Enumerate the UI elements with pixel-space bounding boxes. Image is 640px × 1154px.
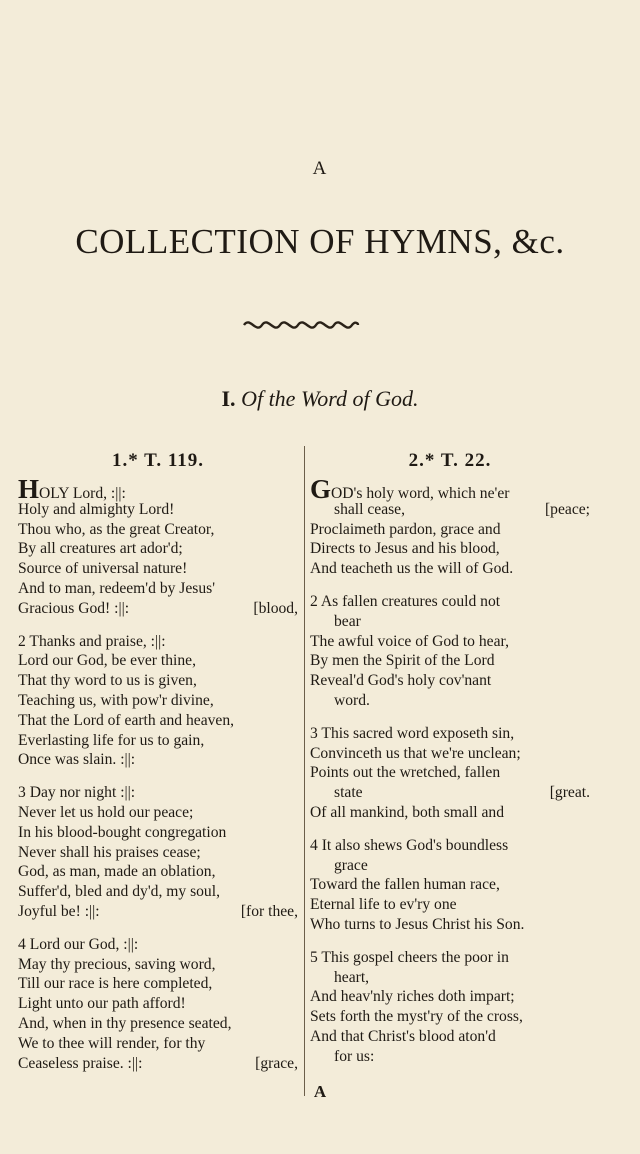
- verse-line: [310, 500, 590, 520]
- verse-line: [18, 1054, 298, 1074]
- column-divider: [304, 446, 305, 1096]
- verse-line: [310, 539, 590, 559]
- verse-text: Suffer'd, bled and dy'd, my soul,: [18, 883, 220, 901]
- decorative-ornament-icon: [242, 316, 360, 334]
- verse-line: [18, 862, 298, 882]
- stanza: [310, 474, 590, 579]
- verse-line: [18, 902, 298, 922]
- stanza: [310, 724, 590, 823]
- verse-line: [310, 948, 590, 968]
- hymn-heading: 2.* T. 22.: [408, 450, 492, 471]
- verse-line: [310, 474, 590, 504]
- verse-text: Directs to Jesus and his blood,: [310, 540, 500, 558]
- verse-text: Gracious God! :||:: [18, 599, 130, 617]
- stanza: [310, 836, 590, 935]
- turnover-text: [peace;: [544, 500, 590, 518]
- verse-line: [310, 856, 590, 876]
- verse-text: That thy word to us is given,: [18, 672, 197, 690]
- verse-line: [18, 1034, 298, 1054]
- verse-line: [18, 671, 298, 691]
- verse-text: Once was slain. :||:: [18, 751, 136, 769]
- verse-text: May thy precious, saving word,: [18, 955, 216, 973]
- verse-text: Proclaimeth pardon, grace and: [310, 520, 501, 538]
- verse-text: Ceaseless praise. :||:: [18, 1054, 143, 1072]
- verse-text: shall cease,: [334, 500, 406, 518]
- stanza: [18, 935, 298, 1074]
- verse-text: And teacheth us the will of God.: [310, 560, 514, 578]
- verse-line: [310, 671, 590, 691]
- verse-line: [310, 724, 590, 744]
- verse-line: [18, 750, 298, 770]
- verse-line: [18, 843, 298, 863]
- verse-line: [18, 935, 298, 955]
- verse-line: [310, 691, 590, 711]
- verse-line: [18, 579, 298, 599]
- verse-text: Sets forth the myst'ry of the cross,: [310, 1008, 523, 1026]
- verse-line: [310, 915, 590, 935]
- verse-line: [18, 599, 298, 619]
- drop-cap: H: [18, 474, 40, 504]
- verse-line: [18, 539, 298, 559]
- verse-text: OD's holy word, which ne'er: [331, 485, 510, 502]
- verse-text: And that Christ's blood aton'd: [310, 1027, 496, 1045]
- verse-text: heart,: [334, 968, 370, 986]
- verse-text: OLY Lord, :||:: [39, 485, 126, 502]
- verse-text: Of all mankind, both small and: [310, 803, 505, 821]
- turnover-text: [blood,: [253, 599, 298, 617]
- verse-text: Thou who, as the great Creator,: [18, 520, 215, 538]
- verse-line: [310, 651, 590, 671]
- stanza: [18, 474, 298, 619]
- verse-text: Eternal life to ev'ry one: [310, 896, 457, 914]
- verse-text: Joyful be! :||:: [18, 902, 100, 920]
- verse-text: Light unto our path afford!: [18, 995, 186, 1013]
- verse-text: Who turns to Jesus Christ his Son.: [310, 915, 525, 933]
- verse-line: [310, 592, 590, 612]
- verse-line: [18, 823, 298, 843]
- verse-text: 2 As fallen creatures could not: [310, 592, 501, 610]
- verse-text: Convinceth us that we're unclean;: [310, 744, 521, 762]
- verse-text: 3 Day nor night :||:: [18, 784, 136, 802]
- verse-text: 4 It also shews God's boundless: [310, 836, 509, 854]
- verse-text: Never shall his praises cease;: [18, 843, 201, 861]
- verse-line: [310, 895, 590, 915]
- verse-text: Never let us hold our peace;: [18, 803, 194, 821]
- verse-line: [310, 744, 590, 764]
- page-signature: A: [313, 1082, 327, 1101]
- right-column: [310, 450, 590, 1080]
- verse-line: [18, 882, 298, 902]
- verse-line: [18, 520, 298, 540]
- verse-line: [310, 1047, 590, 1067]
- verse-line: [18, 500, 298, 520]
- stanza: [310, 948, 590, 1067]
- section-title: Of the Word of God.: [241, 386, 419, 411]
- verse-line: [18, 974, 298, 994]
- verse-line: [18, 803, 298, 823]
- verse-text: And to man, redeem'd by Jesus': [18, 579, 216, 597]
- verse-text: 5 This gospel cheers the poor in: [310, 948, 509, 966]
- verse-line: [310, 632, 590, 652]
- verse-text: Lord our God, be ever thine,: [18, 652, 196, 670]
- left-column: [18, 450, 298, 1086]
- stanza: [310, 592, 590, 711]
- verse-text: state: [334, 784, 363, 802]
- verse-line: [18, 651, 298, 671]
- hymn-heading: 1.* T. 119.: [111, 450, 205, 471]
- verse-text: We to thee will render, for thy: [18, 1034, 206, 1052]
- verse-line: [310, 803, 590, 823]
- stanza: [18, 783, 298, 922]
- verse-line: [310, 612, 590, 632]
- turnover-text: [for thee,: [240, 902, 298, 920]
- verse-text: grace: [334, 856, 368, 874]
- verse-text: Reveal'd God's holy cov'nant: [310, 672, 492, 690]
- verse-line: [310, 783, 590, 803]
- verse-line: [310, 1007, 590, 1027]
- verse-text: for us:: [334, 1047, 375, 1065]
- verse-line: [18, 994, 298, 1014]
- verse-text: 2 Thanks and praise, :||:: [18, 632, 166, 650]
- verse-text: 4 Lord our God, :||:: [18, 935, 139, 953]
- verse-line: [310, 875, 590, 895]
- verse-text: Points out the wretched, fallen: [310, 764, 501, 782]
- verse-text: God, as man, made an oblation,: [18, 863, 216, 881]
- verse-text: And heav'nly riches doth impart;: [310, 988, 515, 1006]
- verse-line: [18, 559, 298, 579]
- verse-text: Till our race is here completed,: [18, 975, 213, 993]
- verse-text: Source of universal nature!: [18, 560, 188, 578]
- verse-text: Holy and almighty Lord!: [18, 500, 175, 518]
- verse-line: [18, 783, 298, 803]
- verse-text: And, when in thy presence seated,: [18, 1014, 232, 1032]
- verse-line: [18, 711, 298, 731]
- verse-text: Everlasting life for us to gain,: [18, 731, 205, 749]
- verse-text: 3 This sacred word exposeth sin,: [310, 724, 515, 742]
- verse-line: [18, 474, 298, 504]
- verse-text: The awful voice of God to hear,: [310, 632, 509, 650]
- verse-text: By men the Spirit of the Lord: [310, 652, 495, 670]
- verse-line: [18, 691, 298, 711]
- verse-line: [18, 1014, 298, 1034]
- stanza: [18, 632, 298, 771]
- header-letter: A: [312, 158, 328, 179]
- drop-cap: G: [310, 474, 332, 504]
- verse-line: [18, 955, 298, 975]
- verse-line: [310, 559, 590, 579]
- hymn-stanzas: [310, 474, 590, 1067]
- section-heading: [0, 386, 640, 412]
- verse-line: [310, 520, 590, 540]
- verse-text: word.: [334, 691, 370, 709]
- verse-line: [18, 731, 298, 751]
- turnover-text: [great.: [549, 784, 590, 802]
- turnover-text: [grace,: [255, 1054, 298, 1072]
- page-title: COLLECTION OF HYMNS, &c.: [75, 222, 565, 261]
- verse-line: [310, 1027, 590, 1047]
- verse-text: Toward the fallen human race,: [310, 876, 500, 894]
- verse-text: Teaching us, with pow'r divine,: [18, 691, 214, 709]
- section-number: I.: [221, 386, 236, 411]
- hymn-stanzas: [18, 474, 298, 1073]
- verse-text: In his blood-bought congregation: [18, 823, 227, 841]
- verse-text: By all creatures art ador'd;: [18, 540, 183, 558]
- verse-line: [310, 968, 590, 988]
- verse-line: [310, 763, 590, 783]
- verse-line: [18, 632, 298, 652]
- verse-line: [310, 836, 590, 856]
- verse-line: [310, 987, 590, 1007]
- verse-text: bear: [334, 612, 361, 630]
- verse-text: That the Lord of earth and heaven,: [18, 711, 235, 729]
